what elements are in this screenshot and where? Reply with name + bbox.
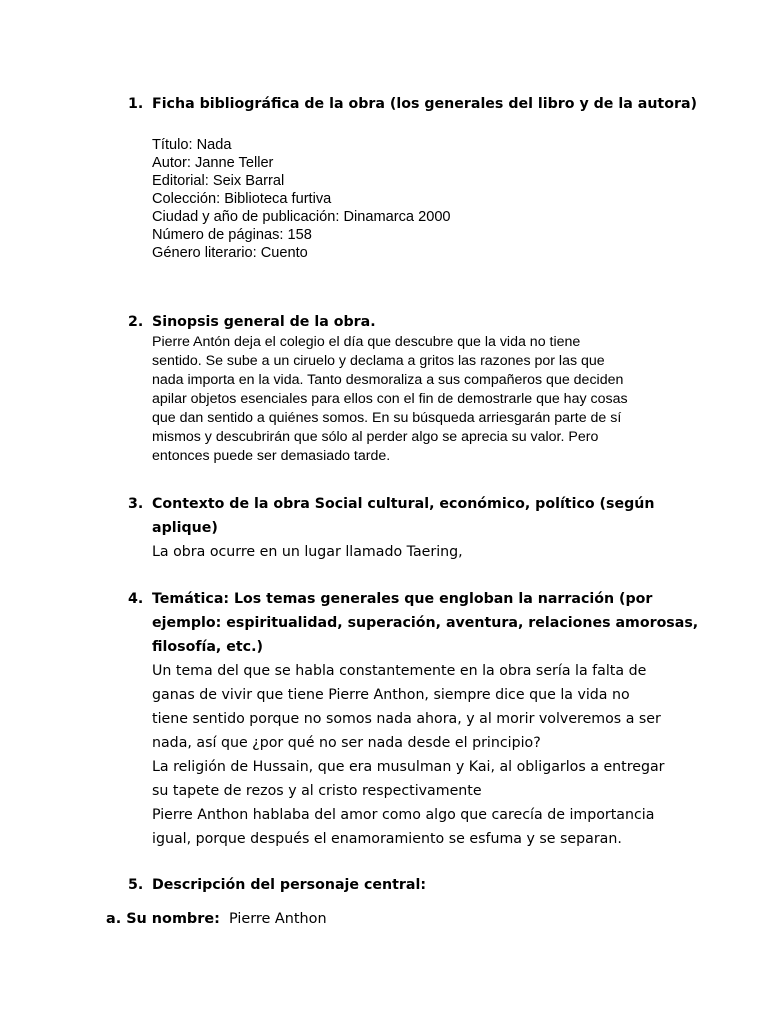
section-5-heading [128, 873, 426, 897]
field-pages: Número de páginas: 158 [152, 227, 312, 243]
section-5-title: Descripción del personaje central: [152, 877, 426, 893]
sub-item-name [106, 907, 327, 931]
field-publisher: Editorial: Seix Barral [152, 173, 285, 189]
theme-line: Un tema del que se habla constantemente en la obra sería la falta de [152, 663, 647, 679]
section-4-number: 4. [128, 591, 144, 607]
synopsis-line: que dan sentido a quiénes somos. En su búsqueda arriesgarán parte de sí [152, 410, 622, 426]
section-4-title-line-1: Temática: Los temas generales que engloban la narración (por [152, 591, 653, 607]
theme-line: nada, así que ¿por qué no ser nada desde el principio? [152, 735, 541, 751]
section-3-body: La obra ocurre en un lugar llamado Taering, [152, 544, 463, 560]
synopsis-line: mismos y descubrirán que sólo al perder algo se aprecia su valor. Pero [152, 429, 599, 445]
synopsis-line: Pierre Antón deja el colegio el día que descubre que la vida no tiene [152, 334, 581, 350]
section-3-title-line-1: Contexto de la obra Social cultural, económico, político (según [152, 496, 655, 512]
field-title: Título: Nada [152, 137, 232, 153]
synopsis-line: nada importa en la vida. Tanto desmoraliza a sus compañeros que deciden [152, 372, 624, 388]
theme-line: tiene sentido porque no somos nada ahora, y al morir volveremos a ser [152, 711, 661, 727]
theme-line: La religión de Hussain, que era musulman y Kai, al obligarlos a entregar [152, 759, 665, 775]
section-2-number: 2. [128, 314, 144, 330]
section-1-number: 1. [128, 96, 144, 112]
field-author: Autor: Janne Teller [152, 155, 274, 171]
section-1-title: Ficha bibliográfica de la obra (los generales del libro y de la autora) [152, 96, 697, 112]
sub-item-label: a. Su nombre: [106, 911, 220, 927]
section-4-title-line-3: filosofía, etc.) [152, 639, 263, 655]
field-city-year: Ciudad y año de publicación: Dinamarca 2000 [152, 209, 451, 225]
theme-line: igual, porque después el enamoramiento se esfuma y se separan. [152, 831, 622, 847]
section-2-heading [128, 310, 376, 334]
section-1-heading [128, 92, 697, 116]
sub-item-value: Pierre Anthon [219, 911, 327, 927]
theme-line: Pierre Anthon hablaba del amor como algo que carecía de importancia [152, 807, 655, 823]
section-3-number: 3. [128, 496, 144, 512]
synopsis-line: sentido. Se sube a un ciruelo y declama a gritos las razones por las que [152, 353, 605, 369]
section-4-heading [128, 587, 652, 611]
section-3-title-line-2: aplique) [152, 520, 218, 536]
section-4-title-line-2: ejemplo: espiritualidad, superación, aventura, relaciones amorosas, [152, 615, 699, 631]
field-genre: Género literario: Cuento [152, 245, 308, 261]
field-collection: Colección: Biblioteca furtiva [152, 191, 332, 207]
section-5-number: 5. [128, 877, 144, 893]
section-3-heading [128, 492, 654, 516]
synopsis-line: apilar objetos esenciales para ellos con el fin de demostrarle que hay cosas [152, 391, 628, 407]
theme-line: ganas de vivir que tiene Pierre Anthon, siempre dice que la vida no [152, 687, 630, 703]
theme-line: su tapete de rezos y al cristo respectivamente [152, 783, 482, 799]
section-2-title: Sinopsis general de la obra. [152, 314, 376, 330]
synopsis-line: entonces puede ser demasiado tarde. [152, 448, 391, 464]
